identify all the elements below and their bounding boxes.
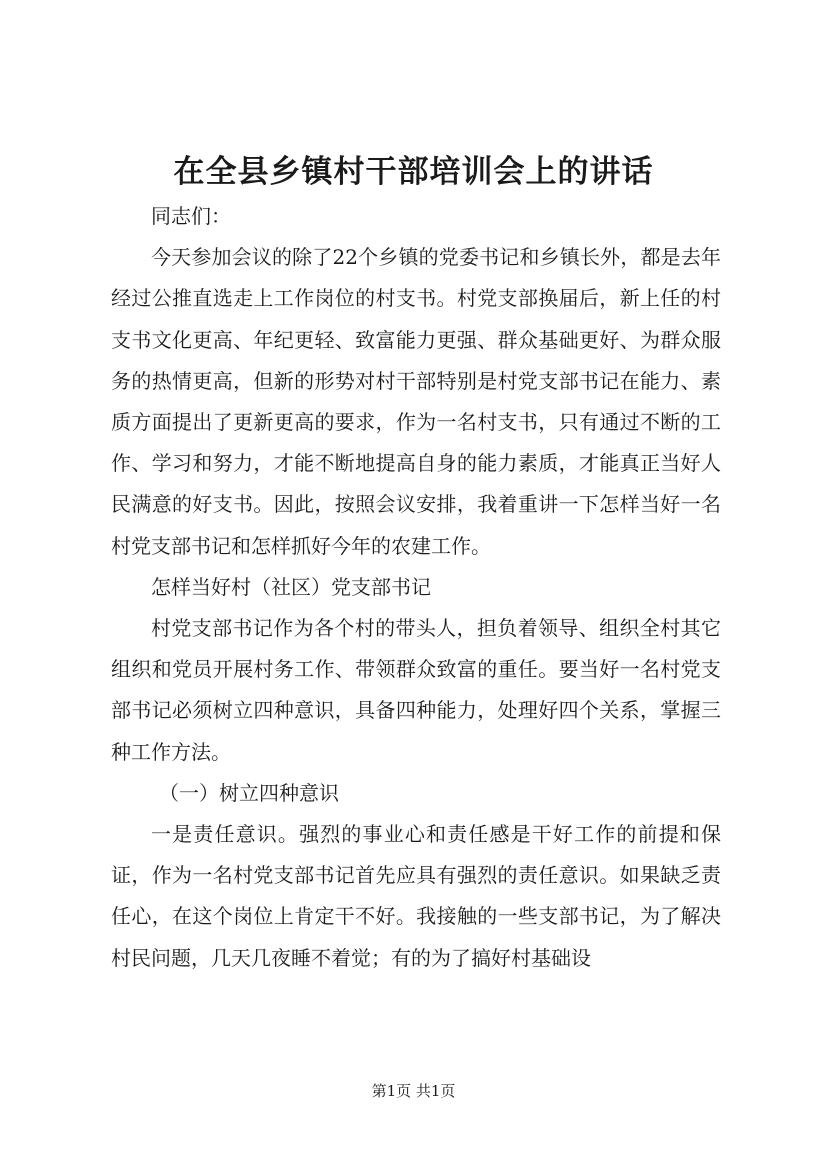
paragraph: 今天参加会议的除了22个乡镇的党委书记和乡镇长外，都是去年经过公推直选走上工作岗位的村支书。村党支部换届后，新上任的村支书文化更高、年纪更轻、致富能力更强、群众基础更好、为群众服务的热情更高，但新的形势对村干部特别是村党支部书记在能力、素质方面提出了更新更高的要求，作为一名村支书，只有通过不断的工作、学习和努力，才能不断地提高自身的能力素质，才能真正当好人民满意的好支书。因此，按照会议安排，我着重讲一下怎样当好一名村党支部书记和怎样抓好今年的农建工作。 xyxy=(111,245,721,558)
paragraph: 一是责任意识。强烈的事业心和责任感是干好工作的前提和保证，作为一名村党支部书记首先应具有强烈的责任意识。如果缺乏责任心，在这个岗位上肯定干不好。我接触的一些支部书记，为了解决村民问题，几天几夜睡不着觉；有的为了搞好村基础设 xyxy=(111,822,721,970)
subsection-heading: （一）树立四种意识 xyxy=(159,780,339,805)
page-number: 第1页 共1页 xyxy=(371,1082,456,1100)
page-title: 在全县乡镇村干部培训会上的讲话 xyxy=(173,154,654,190)
document-body xyxy=(111,196,721,979)
salutation: 同志们： xyxy=(151,204,231,228)
paragraph: 村党支部书记作为各个村的带头人，担负着领导、组织全村其它组织和党员开展村务工作、带领群众致富的重任。要当好一名村党支部书记必须树立四种意识，具备四种能力，处理好四个关系，掌握三种工作方法。 xyxy=(111,616,721,764)
section-heading: 怎样当好村（社区）党支部书记 xyxy=(151,574,431,599)
